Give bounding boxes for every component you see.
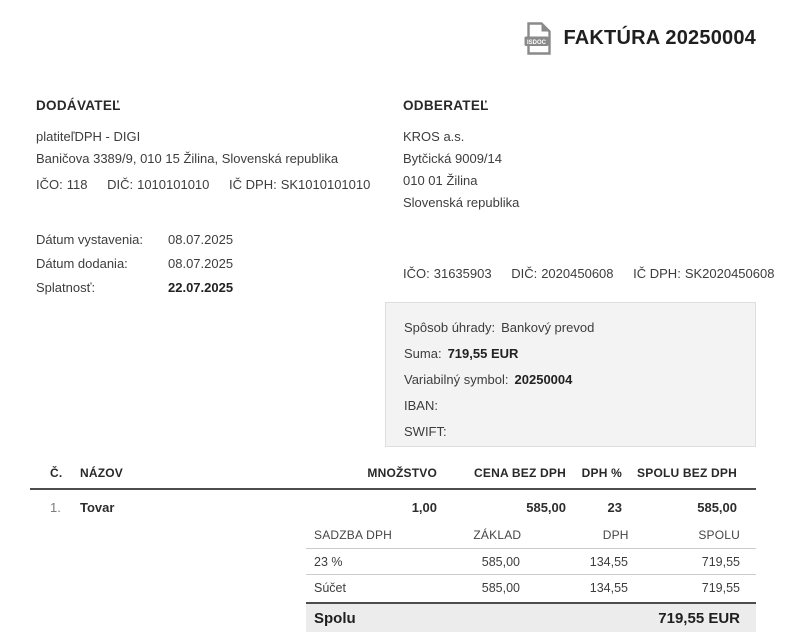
vat-sum-base: 585,00: [481, 581, 520, 595]
customer-dic: DIČ: 2020450608: [511, 266, 614, 281]
customer-registration-line: [403, 266, 786, 281]
isdoc-document-icon: [524, 22, 554, 55]
item-unit-price: 585,00: [526, 500, 566, 515]
vat-rate-base: 585,00: [481, 554, 520, 569]
payment-amount-row: Suma: 719,55 EUR: [404, 346, 519, 361]
vat-rate-row: [306, 549, 756, 575]
vat-summary-header: [306, 522, 756, 549]
customer-ico: IČO: 31635903: [403, 266, 492, 281]
dates-block: [36, 228, 233, 300]
customer-country: Slovenská republika: [403, 195, 520, 210]
supplier-registration-line: [36, 177, 386, 192]
vat-sum-amount: 134,55: [589, 581, 628, 595]
invoice-title: FAKTÚRA 20250004: [563, 27, 756, 49]
customer-heading: ODBERATEĽ: [403, 98, 489, 113]
isdoc-icon-label: ISDOC: [527, 39, 547, 46]
customer-icdph: IČ DPH: SK2020450608: [633, 266, 775, 281]
vat-rate-label: 23 %: [314, 554, 343, 569]
vat-header-rate: SADZBA DPH: [314, 528, 393, 542]
header-quantity: MNOŽSTVO: [367, 466, 437, 480]
grand-total-label: Spolu: [314, 609, 356, 627]
variable-symbol-row: Variabilný symbol: 20250004: [404, 372, 573, 387]
supplier-dic: DIČ: 1010101010: [107, 177, 210, 192]
payment-amount-value: 719,55 EUR: [447, 346, 519, 361]
vat-header-vat: DPH: [602, 528, 629, 542]
grand-total-value: 719,55 EUR: [658, 609, 740, 627]
supplier-ico: IČO: 118: [36, 177, 88, 192]
customer-block: [403, 98, 519, 214]
due-date-label: Splatnosť:: [36, 280, 96, 295]
supplier-block: [36, 98, 386, 192]
grand-total-row: [306, 602, 756, 632]
header-unit-price: CENA BEZ DPH: [474, 466, 566, 480]
item-line-total: 585,00: [697, 500, 737, 515]
header-vat-rate: DPH %: [581, 466, 622, 480]
invoice-title-block: [524, 22, 756, 55]
vat-sum-label: Súčet: [314, 581, 346, 595]
item-name: Tovar: [80, 500, 115, 515]
issue-date-value: 08.07.2025: [168, 232, 234, 247]
table-row: [30, 490, 756, 515]
issue-date-label: Dátum vystavenia:: [36, 232, 143, 247]
delivery-date-value: 08.07.2025: [168, 256, 234, 271]
variable-symbol-value: 20250004: [514, 372, 573, 387]
vat-rate-total: 719,55: [701, 554, 740, 569]
item-vat-rate: 23: [607, 500, 622, 515]
vat-sum-row: [306, 575, 756, 601]
header-line-total: SPOLU BEZ DPH: [637, 466, 737, 480]
supplier-heading: DODÁVATEĽ: [36, 98, 121, 113]
item-quantity: 1,00: [411, 500, 437, 515]
customer-street: Bytčická 9009/14: [403, 151, 503, 166]
payment-info-box: [385, 302, 756, 447]
item-number: 1.: [50, 500, 61, 515]
customer-name: KROS a.s.: [403, 129, 465, 144]
vat-header-base: ZÁKLAD: [473, 528, 522, 542]
vat-rate-amount: 134,55: [589, 554, 628, 569]
supplier-icdph: IČ DPH: SK1010101010: [229, 177, 371, 192]
header-number: Č.: [50, 466, 63, 480]
header-name: NÁZOV: [80, 466, 123, 480]
vat-header-total: SPOLU: [698, 528, 740, 542]
vat-summary-table: [306, 522, 756, 632]
supplier-name: platiteľDPH - DIGI: [36, 129, 141, 144]
swift-row: SWIFT:: [404, 424, 447, 439]
payment-method-value: Bankový prevod: [501, 320, 595, 335]
due-date-value: 22.07.2025: [168, 280, 234, 295]
payment-method-row: Spôsob úhrady: Bankový prevod: [404, 320, 595, 335]
items-table: [30, 466, 756, 515]
vat-sum-total: 719,55: [701, 581, 740, 595]
customer-city: 010 01 Žilina: [403, 173, 478, 188]
delivery-date-label: Dátum dodania:: [36, 256, 128, 271]
items-table-header: [30, 466, 756, 490]
supplier-address: Baničova 3389/9, 010 15 Žilina, Slovenská republika: [36, 151, 339, 166]
iban-row: IBAN:: [404, 398, 438, 413]
